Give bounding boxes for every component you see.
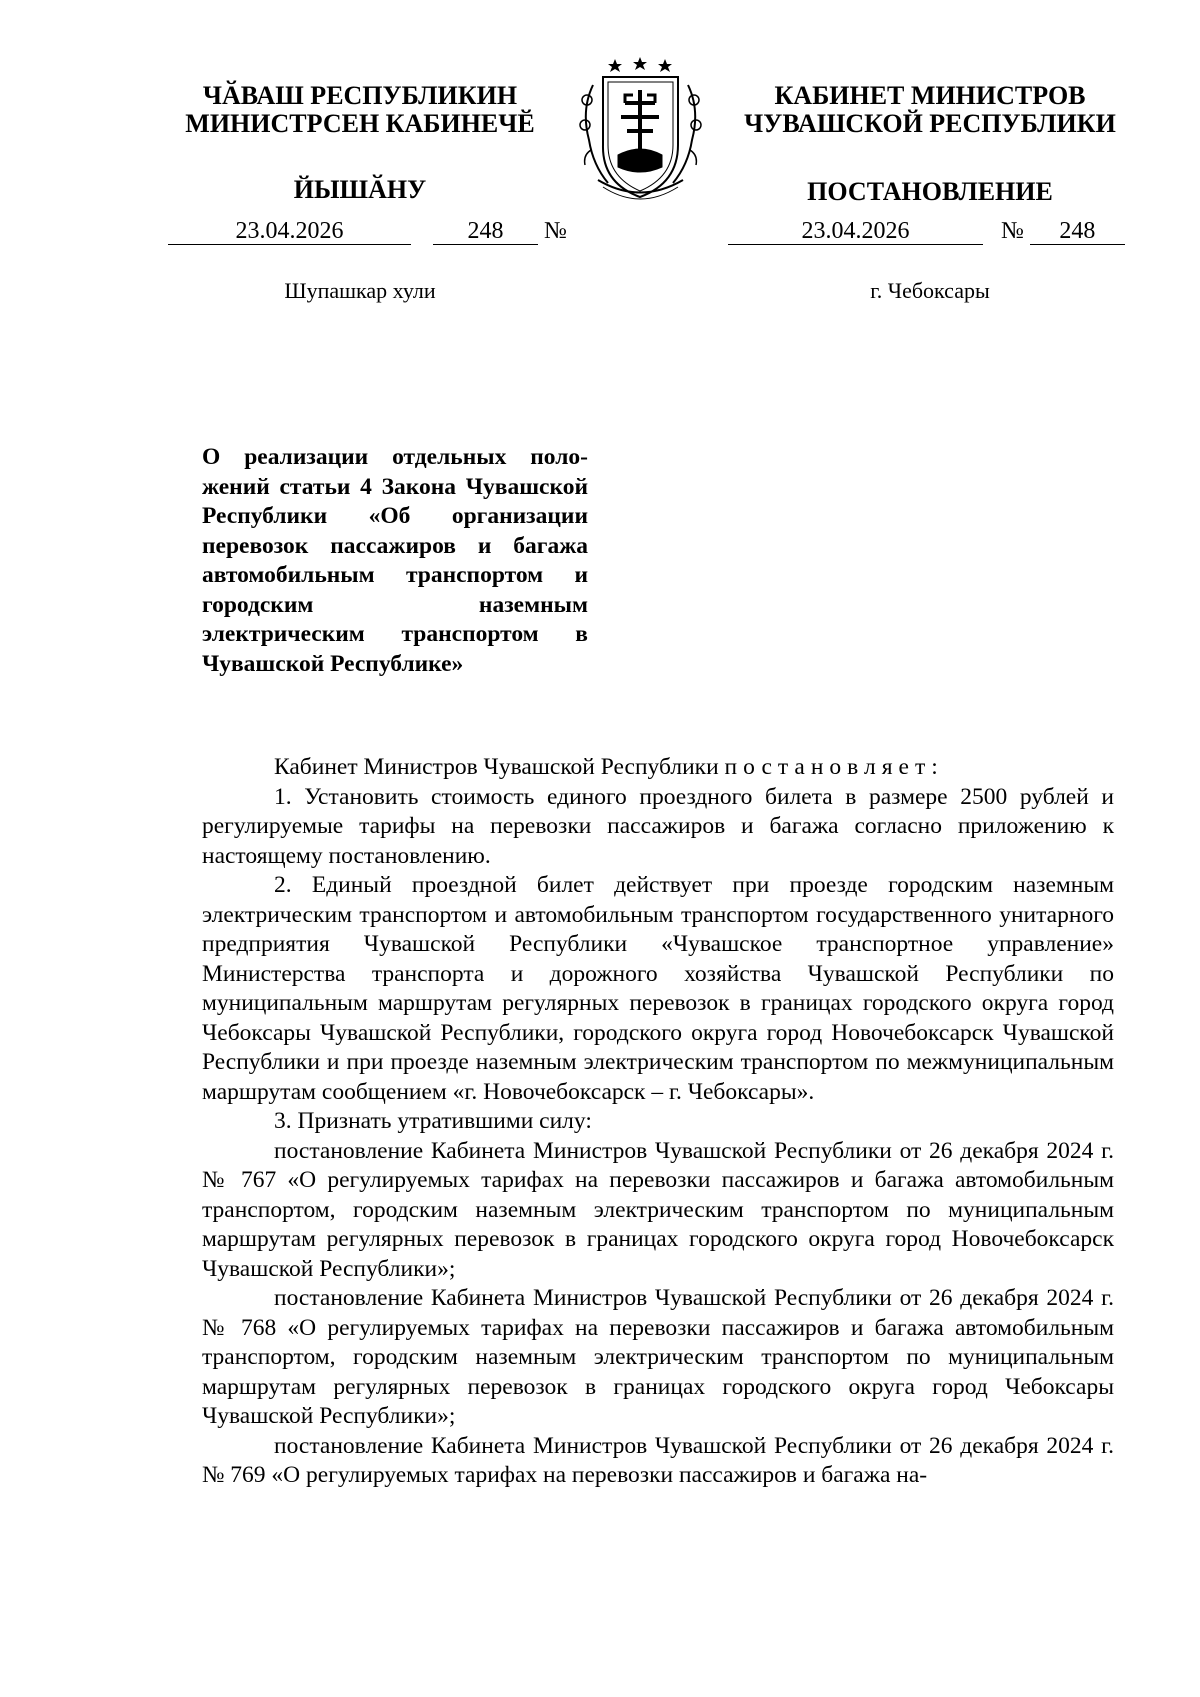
emblem-crown-stars <box>608 57 672 72</box>
document-body <box>202 753 1114 1491</box>
paragraph-5: постановление Кабинета Министров Чувашской Республики от 26 декабря 2024 г. № 768 «О регулируемых тарифах на перевозки пассажиров и багажа автомобильным транспортом, городским наземным электрическим транспортом по муниципальным маршрутам регулярных перевозок в границах городского округа город Чебоксары Чувашской Республики»; <box>202 1285 1114 1429</box>
right-number-sign: № <box>1001 218 1024 244</box>
paragraph-3: 3. Признать утратившими силу: <box>274 1108 592 1134</box>
right-date-number-line <box>728 218 1125 246</box>
left-number-sign: № <box>544 218 567 244</box>
paragraph-2: 2. Единый проездной билет действует при проезде городским наземным электрическим транспортом и автомобильным транспортом государственного унитарного предприятия Чувашской Республики «Чувашское транспортное управление» Министерства транспорта и дорожного хозяйства Чувашской Республики по муниципальным маршрутам регулярных перевозок в границах городского округа город Чебоксары Чувашской Республики, городского округа город Новочебоксарск Чувашской Республики и при проезде наземным электрическим транспортом по межмуниципальным маршрутам сообщением «г. Новочебоксарск – г. Чебоксары». <box>202 872 1114 1105</box>
header-right <box>720 82 1140 206</box>
intro-paragraph <box>202 753 1114 783</box>
intro-prefix: Кабинет Министров Чувашской Республики <box>274 754 725 780</box>
chuvash-republic-emblem-icon <box>563 55 718 205</box>
left-date-number-line <box>168 218 567 246</box>
paragraph-4: постановление Кабинета Министров Чувашской Республики от 26 декабря 2024 г. № 767 «О регулируемых тарифах на перевозки пассажиров и багажа автомобильным транспортом, городским наземным электрическим транспортом по муниципальным маршрутам регулярных перевозок в границах городского округа город Новочебоксарск Чувашской Республики»; <box>202 1137 1114 1282</box>
document-title: О реализации отдельных положений статьи 4 Закона Чувашской Республики «Об организации перевозок пассажиров и багажа автомобильным транспортом и городским наземным электрическим транспортом в Чувашской Республике» <box>202 444 588 677</box>
org-name-russian-line2: ЧУВАШСКОЙ РЕСПУБЛИКИ <box>744 109 1116 138</box>
org-name-russian-line1: КАБИНЕТ МИНИСТРОВ <box>774 81 1086 110</box>
left-date: 23.04.2026 <box>168 218 411 245</box>
doc-type-russian: ПОСТАНОВЛЕНИЕ <box>807 177 1053 206</box>
doc-type-chuvash: ЙЫШӐНУ <box>293 175 427 204</box>
paragraph-1: 1. Установить стоимость единого проездного билета в размере 2500 рублей и регулируемые тарифы на перевозки пассажиров и багажа согласно приложению к настоящему постановлению. <box>202 783 1114 869</box>
intro-verb: постановляет: <box>724 754 944 780</box>
right-date: 23.04.2026 <box>728 218 983 245</box>
paragraph-6: постановление Кабинета Министров Чувашской Республики от 26 декабря 2024 г. № 769 «О регулируемых тарифах на перевозки пассажиров и багажа на- <box>202 1432 1114 1488</box>
header-left <box>150 82 570 204</box>
org-name-chuvash-line2: МИНИСТРСЕН КАБИНЕЧӖ <box>185 109 535 138</box>
org-name-chuvash-line1: ЧӐВАШ РЕСПУБЛИКИН <box>202 81 518 110</box>
city-chuvash: Шупашкар хули <box>284 278 436 303</box>
right-number: 248 <box>1030 218 1125 245</box>
city-russian: г. Чебоксары <box>870 278 990 303</box>
left-number: 248 <box>433 218 538 245</box>
